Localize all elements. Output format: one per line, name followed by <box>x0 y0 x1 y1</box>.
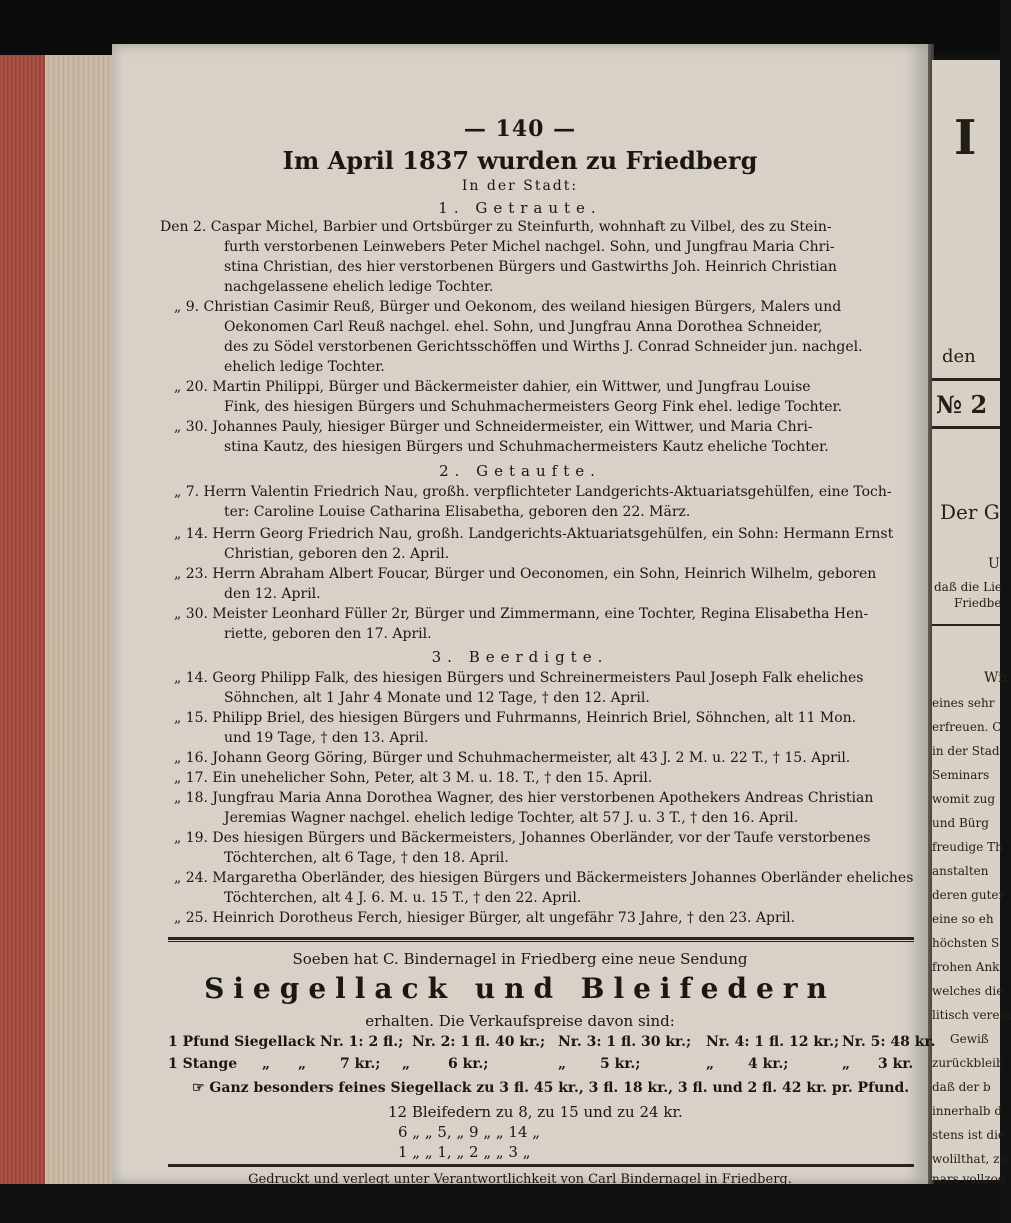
entry-line: stina Christian, des hier verstorbenen Bürgers und Gastwirths Joh. Heinrich Christian <box>224 259 837 275</box>
advert-prices-intro: erhalten. Die Verkaufspreise davon sind: <box>365 1012 675 1030</box>
entry-line: Fink, des hiesigen Bürgers und Schuhmachermeisters Georg Fink ehel. ledige Tochter. <box>224 399 843 415</box>
entry-line: ehelich ledige Tochter. <box>224 359 385 375</box>
entry-line: „ 24. Margaretha Oberländer, des hiesigen Bürgers und Bäckermeisters Johannes Oberländer eheliches <box>174 870 914 886</box>
entry-line: Töchterchen, alt 4 J. 6. M. u. 15 T., † den 22. April. <box>224 890 582 906</box>
facing-rule <box>932 426 1000 429</box>
facing-fragment: erfreuen. C <box>932 720 1002 734</box>
facing-fragment: litisch verein <box>932 1008 1011 1022</box>
facing-fragment: und Bürg <box>932 816 989 830</box>
facing-fragment: innerhalb d <box>932 1104 1003 1118</box>
entry-line: „ 14. Georg Philipp Falk, des hiesigen Bürgers und Schreinermeisters Paul Joseph Falk eheliches <box>174 670 864 686</box>
facing-fragment: höchsten S <box>932 936 1000 950</box>
entry-line: „ 30. Johannes Pauly, hiesiger Bürger und Schneidermeister, ein Wittwer, und Maria Chri- <box>174 419 813 435</box>
entry-line: „ 19. Des hiesigen Bürgers und Bäckermeisters, Johannes Oberländer, vor der Taufe verstorbenes <box>174 830 871 846</box>
price-cell: „ <box>402 1056 411 1072</box>
facing-fragment: womit zug <box>932 792 996 806</box>
bottom-background <box>0 1184 1000 1223</box>
facing-fragment: eine so eh <box>932 912 994 926</box>
facing-rule <box>932 378 1000 381</box>
section-heading-getaufte: 2. Getaufte. <box>439 462 601 480</box>
price-cell: Nr. 3: 1 fl. 30 kr.; <box>558 1034 692 1050</box>
price-cell: 1 Pfund Siegellack Nr. 1: 2 fl.; <box>168 1034 404 1050</box>
price-cell: 7 kr.; <box>340 1056 381 1072</box>
entry-line: Söhnchen, alt 1 Jahr 4 Monate und 12 Tage, † den 12. April. <box>224 690 650 706</box>
entry-line: furth verstorbenen Leinwebers Peter Michel nachgel. Sohn, und Jungfrau Maria Chri- <box>224 239 835 255</box>
facing-fragment: Gewiß <box>950 1032 989 1046</box>
facing-fragment: Der G <box>940 500 1000 524</box>
entry-line: „ 9. Christian Casimir Reuß, Bürger und Oekonom, des weiland hiesigen Bürgers, Malers und <box>174 299 842 315</box>
entry-line: riette, geboren den 17. April. <box>224 626 432 642</box>
entry-line: den 12. April. <box>224 586 321 602</box>
price-cell: 1 Stange <box>168 1056 238 1072</box>
price-cell: 4 kr.; <box>748 1056 789 1072</box>
facing-fragment: zurückbleib <box>932 1056 1004 1070</box>
facing-fragment: in der Stad <box>932 744 1000 758</box>
facing-fragment: № 2 <box>936 390 988 419</box>
entry-line: und 19 Tage, † den 13. April. <box>224 730 429 746</box>
entry-line: Jeremias Wagner nachgel. ehelich ledige Tochter, alt 57 J. u. 3 T., † den 16. April. <box>224 810 799 826</box>
entry-line: „ 23. Herrn Abraham Albert Foucar, Bürger und Oeconomen, ein Sohn, Heinrich Wilhelm, geboren <box>174 566 877 582</box>
pencil-price-line: 12 Bleifedern zu 8, zu 15 und zu 24 kr. <box>388 1103 683 1121</box>
facing-fragment: stens ist die <box>932 1128 1006 1142</box>
price-cell: „ <box>842 1056 851 1072</box>
entry-line: „ 18. Jungfrau Maria Anna Dorothea Wagner, des hier verstorbenen Apothekers Andreas Christian <box>174 790 874 806</box>
price-cell: „ <box>298 1056 307 1072</box>
facing-fragment: daß die Lie <box>934 580 1003 594</box>
advert-intro: Soeben hat C. Bindernagel in Friedberg eine neue Sendung <box>292 950 748 968</box>
pencil-price-line: 1 „ „ 1, „ 2 „ „ 3 „ <box>398 1143 531 1161</box>
entry-line: stina Kautz, des hiesigen Bürgers und Schuhmachermeisters Kautz eheliche Tochter. <box>224 439 829 455</box>
page-number: — 140 — <box>463 116 577 142</box>
facing-fragment: eines sehr <box>932 696 995 710</box>
book-red-edge <box>0 55 45 1188</box>
advert-special-offer: ☞ Ganz besonders feines Siegellack zu 3 fl. 45 kr., 3 fl. 18 kr., 3 fl. und 2 fl. 42 kr. pr. Pfund. <box>192 1080 910 1096</box>
entry-line: „ 30. Meister Leonhard Füller 2r, Bürger und Zimmermann, eine Tochter, Regina Elisabetha Hen- <box>174 606 869 622</box>
entry-line: „ 17. Ein unehelicher Sohn, Peter, alt 3 M. u. 18. T., † den 15. April. <box>174 770 653 786</box>
facing-fragment: frohen Ank <box>932 960 1000 974</box>
price-cell: „ <box>558 1056 567 1072</box>
entry-line: „ 20. Martin Philippi, Bürger und Bäckermeister dahier, ein Wittwer, und Jungfrau Louise <box>174 379 811 395</box>
facing-fragment: deren guter <box>932 888 1005 902</box>
facing-fragment: U <box>988 556 1000 572</box>
facing-fragment: nars vollzog <box>932 1172 1006 1186</box>
entry-line: Christian, geboren den 2. April. <box>224 546 450 562</box>
price-cell: Nr. 4: 1 fl. 12 kr.; <box>706 1034 840 1050</box>
facing-fragment: welches die <box>932 984 1004 998</box>
facing-fragment: Friedbe <box>954 596 1002 610</box>
facing-fragment: Wir <box>984 670 1010 686</box>
entry-line: „ 14. Herrn Georg Friedrich Nau, großh. Landgerichts-Aktuariatsgehülfen, ein Sohn: Hermann Ernst <box>174 526 894 542</box>
printer-footer: Gedruckt und verlegt unter Verantwortlichkeit von Carl Bindernagel in Friedberg. <box>248 1172 792 1187</box>
price-cell: „ <box>706 1056 715 1072</box>
price-cell: Nr. 2: 1 fl. 40 kr.; <box>412 1034 546 1050</box>
price-cell: 6 kr.; <box>448 1056 489 1072</box>
page-title: Im April 1837 wurden zu Friedberg <box>282 146 758 175</box>
price-cell: Nr. 5: 48 kr. <box>842 1034 936 1050</box>
price-cell: 5 kr.; <box>600 1056 641 1072</box>
entry-line: ter: Caroline Louise Catharina Elisabetha, geboren den 22. März. <box>224 504 691 520</box>
facing-fragment: freudige Th <box>932 840 1003 854</box>
facing-fragment: anstalten <box>932 864 989 878</box>
advert-headline: Siegellack und Bleifedern <box>204 972 836 1005</box>
entry-line: Oekonomen Carl Reuß nachgel. ehel. Sohn, und Jungfrau Anna Dorothea Schneider, <box>224 319 823 335</box>
entry-line: nachgelassene ehelich ledige Tochter. <box>224 279 494 295</box>
entry-line: „ 15. Philipp Briel, des hiesigen Bürgers und Fuhrmanns, Heinrich Briel, Söhnchen, alt 11 Mon. <box>174 710 857 726</box>
facing-fragment: Seminars <box>932 768 990 782</box>
entry-line: „ 25. Heinrich Dorotheus Ferch, hiesiger Bürger, alt ungefähr 73 Jahre, † den 23. April. <box>174 910 796 926</box>
pencil-price-line: 6 „ „ 5, „ 9 „ „ 14 „ <box>398 1123 541 1141</box>
section-heading-beerdigte: 3. Beerdigte. <box>431 648 609 666</box>
facing-fragment: wolilthat, zu <box>932 1152 1008 1166</box>
document-page <box>112 44 928 1184</box>
subtitle: In der Stadt: <box>461 178 579 194</box>
section-heading-getraute: 1. Getraute. <box>438 199 602 217</box>
facing-rule <box>932 624 1000 626</box>
price-cell: „ <box>262 1056 271 1072</box>
facing-fragment: I <box>954 110 977 166</box>
entry-line: „ 7. Herrn Valentin Friedrich Nau, großh. verpflichteter Landgerichts-Aktuariatsgehülfen, eine Toch- <box>174 484 892 500</box>
price-cell: 3 kr. <box>878 1056 914 1072</box>
facing-fragment: den <box>942 346 976 367</box>
facing-page <box>932 60 1011 1186</box>
entry-line: Töchterchen, alt 6 Tage, † den 18. April. <box>224 850 509 866</box>
entry-line: des zu Södel verstorbenen Gerichtsschöffen und Wirths J. Conrad Schneider jun. nachgel. <box>224 339 863 355</box>
facing-fragment: daß der b <box>932 1080 991 1094</box>
entry-line: „ 16. Johann Georg Göring, Bürger und Schuhmachermeister, alt 43 J. 2 M. u. 22 T., † 15. April. <box>174 750 851 766</box>
entry-line: Den 2. Caspar Michel, Barbier und Ortsbürger zu Steinfurth, wohnhaft zu Vilbel, des zu Stein- <box>160 219 832 235</box>
